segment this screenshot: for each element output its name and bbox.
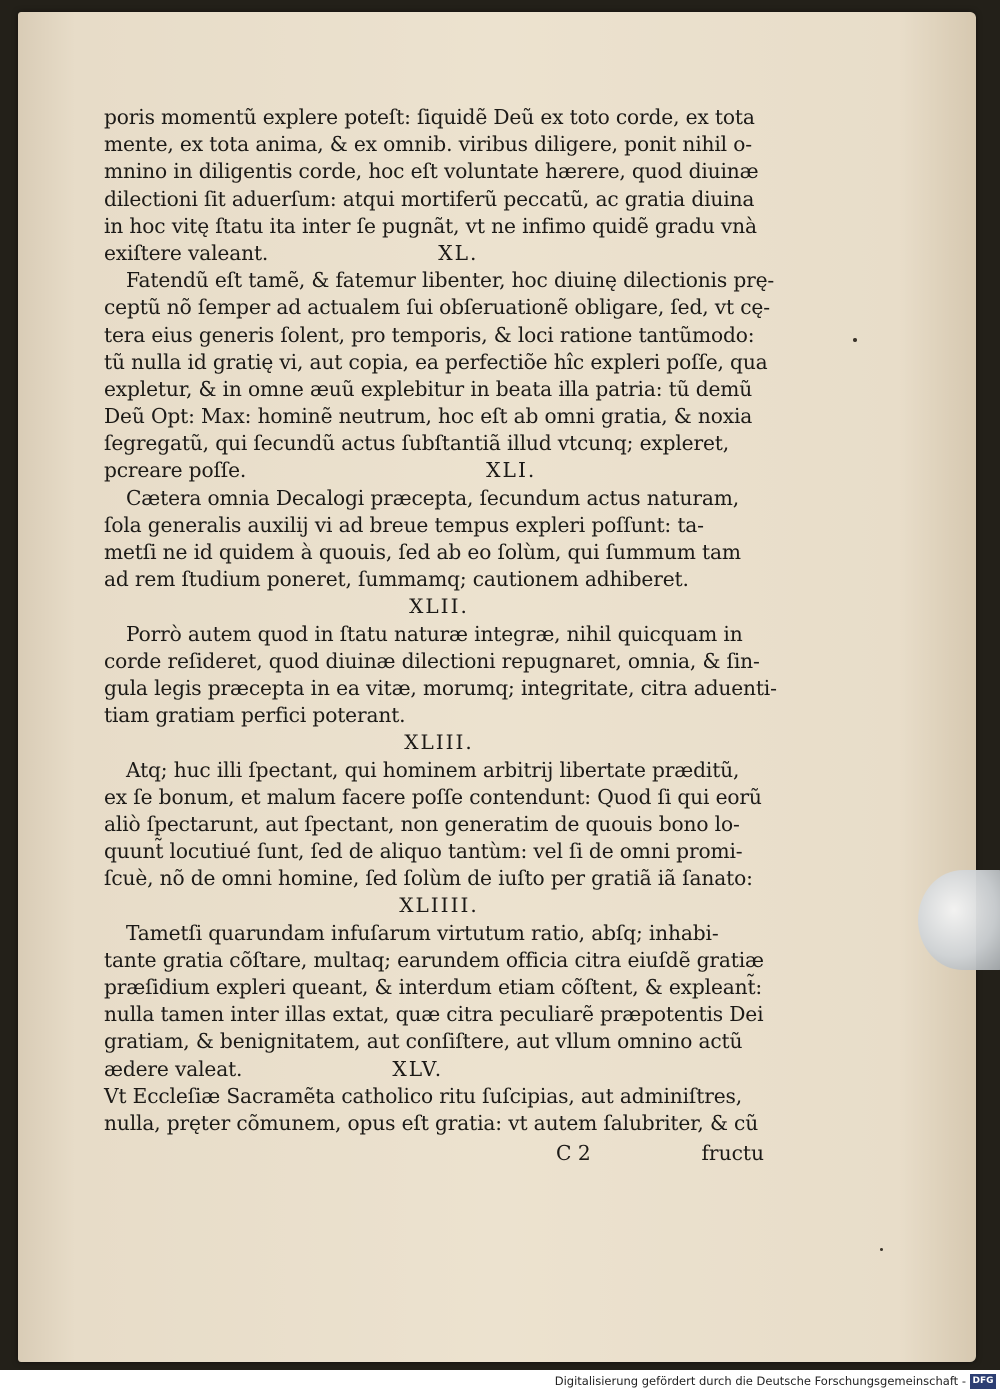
text-line: mnino in diligentis corde, hoc eſt voluntate hærere, quod diuinæ: [104, 159, 759, 184]
text-line: ædere valeat. XLV.: [104, 1056, 444, 1081]
section-numeral: XLI.: [486, 458, 537, 483]
text-line: ceptũ nõ ſemper ad actualem ſui obſeruationẽ obligare, ſed, vt cę-: [104, 295, 770, 320]
text-line: dilectioni ſit aduerſum: atqui mortiferũ peccatũ, ac gratia diuina: [104, 186, 755, 211]
text-line: Porrò autem quod in ſtatu naturæ integræ, nihil quicquam in: [126, 621, 743, 646]
credit-strip: [0, 1370, 1000, 1395]
text-line: gratiam, & benignitatem, aut conſiſtere, aut vllum omnino actũ: [104, 1029, 743, 1054]
digitization-credit: Digitalisierung gefördert durch die Deutsche Forschungsgemeinschaft -: [554, 1374, 966, 1388]
text-line: Vt Eccleſiæ Sacramẽta catholico ritu ſuſcipias, aut adminiſtres,: [104, 1083, 742, 1108]
section-numeral: XLV.: [392, 1056, 444, 1081]
text-line: aliò ſpectarunt, aut ſpectant, non generatim de quouis bono lo-: [104, 811, 740, 836]
text-line: gula legis præcepta in ea vitæ, morumq; integritate, citra aduenti-: [104, 675, 777, 700]
page-footer: [104, 1141, 764, 1169]
text-line: Cætera omnia Decalogi præcepta, ſecundum actus naturam,: [126, 485, 739, 510]
text-line: poris momentũ explere poteſt: ſiquidẽ Deũ ex toto corde, ex tota: [104, 105, 755, 129]
text-line: Fatendũ eſt tamẽ, & fatemur libenter, hoc diuinę dilectionis prę-: [126, 268, 775, 293]
section-numeral: XLIIII.: [399, 893, 479, 918]
catchword: fructu: [701, 1141, 764, 1165]
text-line: tante gratia cõſtare, multaq; earundem officia citra eiuſdẽ gratiæ: [104, 947, 764, 972]
ink-speck: [880, 1248, 883, 1251]
text-line: quunt̃ locutiué ſunt, ſed de aliquo tantùm: vel ſi de omni promi-: [104, 839, 743, 864]
text-line: exiſtere valeant. XL.: [104, 240, 479, 265]
text-line: expletur, & in omne æuũ explebitur in beata illa patria: tũ demũ: [104, 376, 753, 401]
plastic-clip: [918, 870, 1000, 970]
text-line: Atq; huc illi ſpectant, qui hominem arbitrij libertate præditũ,: [126, 757, 740, 782]
text-line: Deũ Opt: Max: hominẽ neutrum, hoc eſt ab omni gratia, & noxia: [104, 404, 753, 429]
text-line: mente, ex tota anima, & ex omnib. viribus diligere, ponit nihil o-: [104, 132, 752, 157]
ink-speck: [853, 338, 857, 342]
section-numeral: XLII.: [409, 594, 469, 619]
section-numeral: XLIII.: [404, 730, 474, 755]
text-line: corde reſideret, quod diuinæ dilectioni repugnaret, omnia, & ſin-: [104, 648, 760, 673]
text-line: ſcuè, nõ de omni homine, ſed ſolùm de iuſto per gratiã iã ſanato:: [104, 866, 753, 891]
text-line: ad rem ſtudium poneret, ſummamq; cautionem adhiberet.: [104, 567, 689, 592]
text-line: pcreare poſſe. XLI.: [104, 458, 537, 483]
text-line: nulla, pręter cõmunem, opus eſt gratia: vt autem ſalubriter, & cũ: [104, 1110, 759, 1135]
text-line: ex ſe bonum, et malum facere poſſe contendunt: Quod ſi qui eorũ: [104, 784, 762, 809]
text-line: ſola generalis auxilij vi ad breue tempus expleri poſſunt: ta-: [104, 512, 704, 537]
text-line: præſidium expleri queant, & interdum etiam cõſtent, & expleant̃:: [104, 975, 763, 999]
text-line: tũ nulla id gratię vi, aut copia, ea perfectiõe hîc expleri poſſe, qua: [104, 349, 768, 374]
text-line: tera eius generis ſolent, pro temporis, & loci ratione tantũmodo:: [104, 322, 755, 347]
text-line: metſi ne id quidem à quouis, ſed ab eo ſolùm, qui ſummum tam: [104, 540, 741, 564]
text-line: nulla tamen inter illas extat, quæ citra peculiarẽ præpotentis Dei: [104, 1002, 764, 1027]
section-numeral: XL.: [438, 240, 479, 265]
dfg-logo: DFG: [970, 1374, 996, 1389]
signature-mark: C 2: [556, 1141, 591, 1165]
text-line: tiam gratiam perfici poterant.: [104, 703, 406, 728]
text-line: ſegregatũ, qui ſecundũ actus ſubſtantiã illud vtcunq; expleret,: [104, 431, 729, 456]
page-text: [104, 104, 777, 1137]
text-line: Tametſi quarundam infuſarum virtutum ratio, abſq; inhabi-: [126, 920, 719, 945]
text-line: in hoc vitę ſtatu ita inter ſe pugnãt, vt ne infimo quidẽ gradu vnà: [104, 213, 757, 238]
